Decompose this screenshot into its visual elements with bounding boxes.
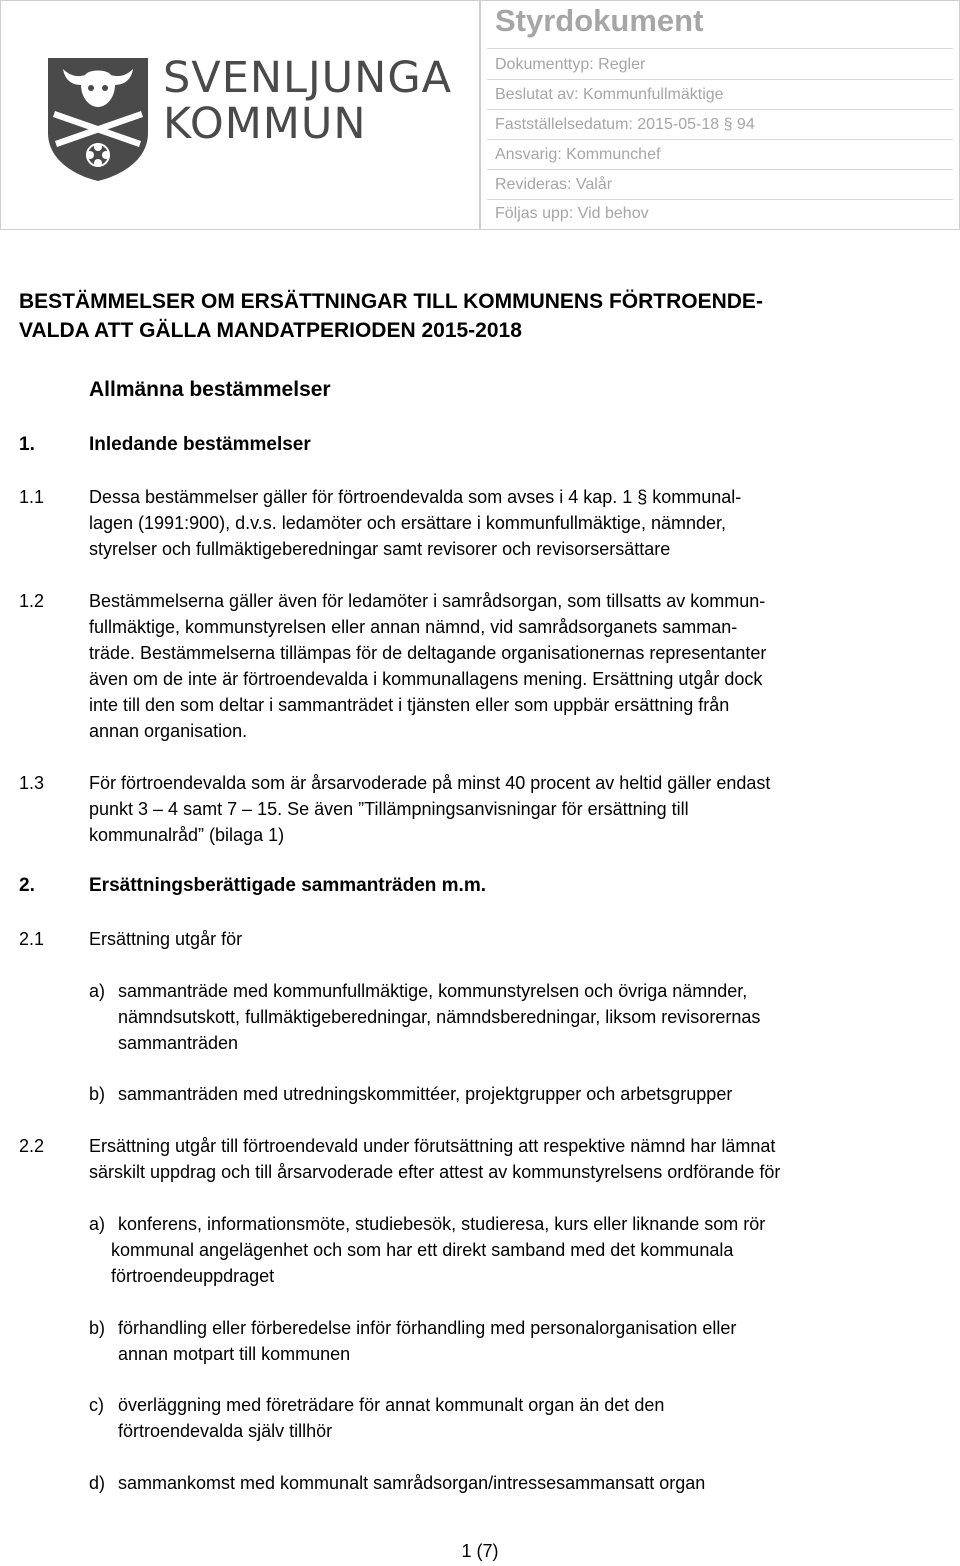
text-line: kommunal angelägenhet och som har ett direkt samband med det kommunala: [111, 1240, 734, 1260]
paragraph-1-1: [89, 484, 954, 562]
logo-text-line2: KOMMUN: [163, 99, 367, 149]
text-line: annan organisation.: [89, 721, 248, 741]
text-line: sammanträden med utredningskommittéer, projektgrupper och arbetsgrupper: [118, 1084, 733, 1104]
document-title: [19, 287, 763, 345]
text-line: träde. Bestämmelserna tillämpas för de deltagande organisationernas representanter: [89, 643, 767, 663]
metadata-revision: Revideras: Valår: [495, 176, 613, 193]
text-line: nämndsutskott, fullmäktigeberedningar, nämndsberedningar, liksom revisorernas: [118, 1007, 761, 1027]
text-line: sammanträden: [118, 1033, 239, 1053]
list-item-label: c): [89, 1395, 104, 1415]
list-item-label: b): [89, 1084, 106, 1104]
list-item: [118, 1315, 954, 1367]
municipal-coat-of-arms-icon: [45, 55, 151, 183]
paragraph-1-3: [89, 770, 954, 848]
section-number: 1.: [19, 434, 35, 455]
list-item-label: a): [89, 981, 106, 1001]
divider: [487, 139, 953, 140]
text-line: sammanträde med kommunfullmäktige, kommunstyrelsen och övriga nämnder,: [118, 981, 748, 1001]
document-header: [0, 0, 960, 230]
list-item: [118, 1392, 954, 1444]
metadata-document-type: Dokumenttyp: Regler: [495, 56, 646, 73]
text-line: förtroendeuppdraget: [111, 1266, 275, 1286]
logo-text-line1: SVENLJUNGA: [163, 53, 453, 103]
section-title: Inledande bestämmelser: [89, 434, 311, 455]
paragraph-number: 1.1: [19, 487, 45, 507]
metadata-date: Fastställelsedatum: 2015-05-18 § 94: [495, 116, 755, 133]
list-item: [118, 1470, 954, 1496]
paragraph-number: 2.1: [19, 929, 45, 949]
document-title-line: BESTÄMMELSER OM ERSÄTTNINGAR TILL KOMMUNENS FÖRTROENDE-: [19, 290, 763, 313]
metadata-decided-by: Beslutat av: Kommunfullmäktige: [495, 86, 724, 103]
list-item: [118, 1081, 954, 1107]
text-line: överläggning med företrädare för annat kommunalt organ än det den: [118, 1395, 665, 1415]
text-line: förtroendevalda själv tillhör: [118, 1421, 333, 1441]
list-item-label: b): [89, 1318, 106, 1338]
page-number: 1 (7): [461, 1541, 499, 1561]
text-line: inte till den som deltar i sammanträdet i tjänsten eller som uppbär ersättning från: [89, 695, 730, 715]
text-line: särskilt uppdrag och till årsarvoderade efter attest av kommunstyrelsens ordförande för: [89, 1162, 781, 1182]
paragraph-2-2: [89, 1133, 954, 1185]
divider: [487, 48, 953, 49]
paragraph-2-1: Ersättning utgår för: [89, 929, 243, 949]
metadata-title: Styrdokument: [495, 3, 704, 38]
logo-area: [0, 0, 480, 230]
document-title-line: VALDA ATT GÄLLA MANDATPERIODEN 2015-2018: [19, 319, 522, 342]
text-line: Ersättning utgår till förtroendevald under förutsättning att respektive nämnd har lämnat: [89, 1136, 776, 1156]
text-line: För förtroendevalda som är årsarvoderade på minst 40 procent av heltid gäller endast: [89, 773, 771, 793]
document-metadata-box: [480, 0, 960, 230]
text-line: annan motpart till kommunen: [118, 1344, 351, 1364]
divider: [487, 199, 953, 200]
text-line: sammankomst med kommunalt samrådsorgan/intressesammansatt organ: [118, 1473, 706, 1493]
list-item-label: a): [89, 1214, 106, 1234]
list-item: [111, 1211, 954, 1289]
text-line: Bestämmelserna gäller även för ledamöter i samrådsorgan, som tillsatts av kommun-: [89, 591, 766, 611]
text-line: konferens, informationsmöte, studiebesök, studieresa, kurs eller liknande som rör: [118, 1214, 766, 1234]
text-line: Dessa bestämmelser gäller för förtroendevalda som avses i 4 kap. 1 § kommunal-: [89, 487, 742, 507]
paragraph-number: 1.3: [19, 773, 45, 793]
section-title: Ersättningsberättigade sammanträden m.m.: [89, 875, 486, 896]
text-line: punkt 3 – 4 samt 7 – 15. Se även ”Tillämpningsanvisningar för ersättning till: [89, 799, 689, 819]
section-heading-general: Allmänna bestämmelser: [89, 378, 331, 401]
list-item-label: d): [89, 1473, 106, 1493]
text-line: lagen (1991:900), d.v.s. ledamöter och ersättare i kommunfullmäktige, nämnder,: [89, 513, 726, 533]
paragraph-1-2: [89, 588, 954, 744]
text-line: även om de inte är förtroendevalda i kommunallagens mening. Ersättning utgår dock: [89, 669, 763, 689]
text-line: fullmäktige, kommunstyrelsen eller annan nämnd, vid samrådsorganets samman-: [89, 617, 738, 637]
list-item: [118, 978, 954, 1056]
metadata-follow-up: Följas upp: Vid behov: [495, 205, 649, 222]
paragraph-number: 1.2: [19, 591, 45, 611]
paragraph-number: 2.2: [19, 1136, 45, 1156]
text-line: kommunalråd” (bilaga 1): [89, 825, 285, 845]
divider: [487, 109, 953, 110]
metadata-responsible: Ansvarig: Kommunchef: [495, 146, 661, 163]
divider: [487, 169, 953, 170]
text-line: styrelser och fullmäktigeberedningar samt revisorer och revisorsersättare: [89, 539, 671, 559]
text-line: förhandling eller förberedelse inför förhandling med personalorganisation eller: [118, 1318, 737, 1338]
divider: [487, 79, 953, 80]
section-number: 2.: [19, 875, 35, 896]
